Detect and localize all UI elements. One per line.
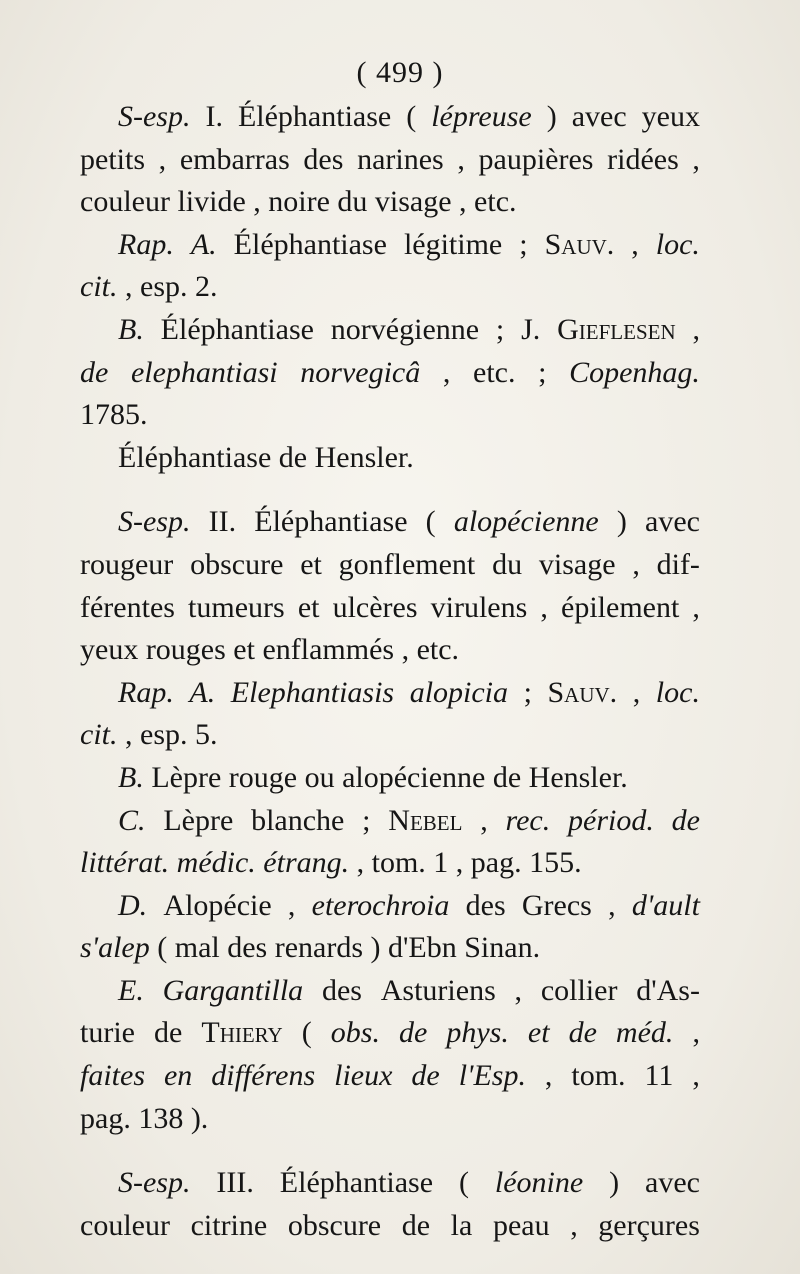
- text-line: turie de Thiery ( obs. de phys. et de méd. ,: [80, 1016, 700, 1050]
- text-line: yeux rouges et enflammés , etc.: [80, 633, 460, 667]
- text-line: pag. 138 ).: [80, 1101, 209, 1135]
- text-line: couleur citrine obscure de la peau , gerçures: [80, 1208, 700, 1242]
- text-line: Éléphantiase de Hensler.: [118, 440, 414, 474]
- text-line: s'alep ( mal des renards ) d' Ebn Sinan.: [80, 931, 541, 965]
- text-line: Rap. A. Éléphantiase légitime ; Sauv. , loc.: [118, 227, 700, 261]
- text-line: S-esp. I. Éléphantiase ( lépreuse ) avec yeux: [118, 100, 700, 133]
- page-body: [80, 96, 700, 1247]
- text-line: D. Alopécie , eterochroia des Grecs , d'ault: [118, 888, 700, 922]
- paragraph-gap: [80, 479, 700, 501]
- paragraph-gap: [80, 1140, 700, 1162]
- text-line: cit. , esp. 2.: [80, 270, 218, 304]
- text-line: B. Éléphantiase norvégienne ; J. Gieflesen ,: [118, 312, 700, 346]
- text-line: férentes tumeurs et ulcères virulens , épilement ,: [80, 590, 700, 624]
- text-line: littérat. médic. étrang. , tom. 1 , pag. 155.: [80, 846, 582, 880]
- text-line: 1785.: [80, 398, 148, 432]
- text-line: faites en différens lieux de l'Esp. , tom. 11 ,: [80, 1059, 700, 1093]
- text-line: petits , embarras des narines , paupières ridées ,: [80, 142, 700, 176]
- text-line: de elephantiasi norvegicâ , etc. ; Copenhag.: [80, 355, 700, 389]
- text-line: B. Lèpre rouge ou alopécienne de Hensler.: [118, 760, 628, 794]
- text-line: C. Lèpre blanche ; Nebel , rec. périod. de: [118, 803, 700, 837]
- text-line: Rap. A. Elephantiasis alopicia ; Sauv. , loc.: [118, 675, 700, 709]
- text-line: S-esp. II. Éléphantiase ( alopécienne ) avec: [118, 505, 700, 539]
- text-line: E. Gargantilla des Asturiens , collier d'As-: [118, 973, 700, 1007]
- text-line: couleur livide , noire du visage , etc.: [80, 185, 517, 219]
- text-line: rougeur obscure et gonflement du visage , dif-: [80, 547, 700, 581]
- page-number: ( 499 ): [356, 56, 444, 89]
- text-line: S-esp. III. Éléphantiase ( léonine ) avec: [118, 1166, 700, 1200]
- text-line: cit. , esp. 5.: [80, 718, 218, 752]
